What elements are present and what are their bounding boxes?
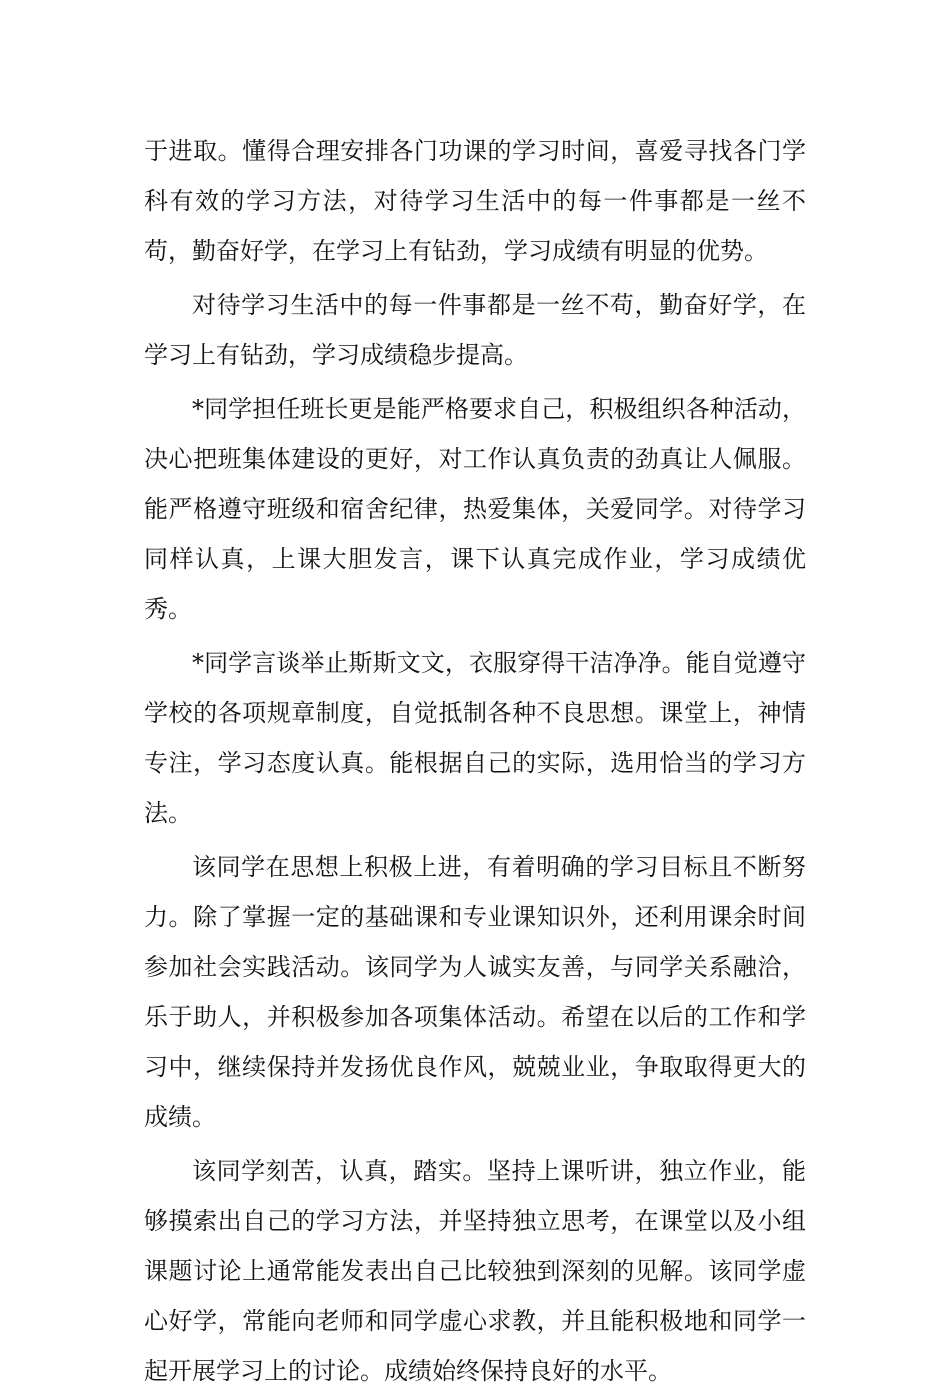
paragraph-5: 该同学在思想上积极上进，有着明确的学习目标且不断努力。除了掌握一定的基础课和专业课知识外，还利用课余时间参加社会实践活动。该同学为人诚实友善，与同学关系融洽，乐于助人，并积极参加各项集体活动。希望在以后的工作和学习中，继续保持并发扬优良作风，兢兢业业，争取取得更大的成绩。 — [144, 853, 806, 1131]
paragraph-1: 于进取。懂得合理安排各门功课的学习时间，喜爱寻找各门学科有效的学习方法，对待学习生活中的每一件事都是一丝不苟，勤奋好学，在学习上有钻劲，学习成绩有明显的优势。 — [144, 137, 806, 265]
paragraph-4: *同学言谈举止斯斯文文，衣服穿得干洁净净。能自觉遵守学校的各项规章制度，自觉抵制各种不良思想。课堂上，神情专注，学习态度认真。能根据自己的实际，选用恰当的学习方法。 — [144, 649, 806, 827]
paragraph-3: *同学担任班长更是能严格要求自己，积极组织各种活动，决心把班集体建设的更好，对工作认真负责的劲真让人佩服。能严格遵守班级和宿舍纪律，热爱集体，关爱同学。对待学习同样认真，上课大胆发言，课下认真完成作业，学习成绩优秀。 — [144, 395, 806, 623]
paragraph-6: 该同学刻苦，认真，踏实。坚持上课听讲，独立作业，能够摸索出自己的学习方法，并坚持独立思考，在课堂以及小组课题讨论上通常能发表出自己比较独到深刻的见解。该同学虚心好学，常能向老师和同学虚心求教，并且能积极地和同学一起开展学习上的讨论。成绩始终保持良好的水平。 — [144, 1157, 806, 1385]
paragraph-2: 对待学习生活中的每一件事都是一丝不苟，勤奋好学，在学习上有钻劲，学习成绩稳步提高。 — [144, 291, 806, 369]
document-body — [144, 126, 806, 1400]
